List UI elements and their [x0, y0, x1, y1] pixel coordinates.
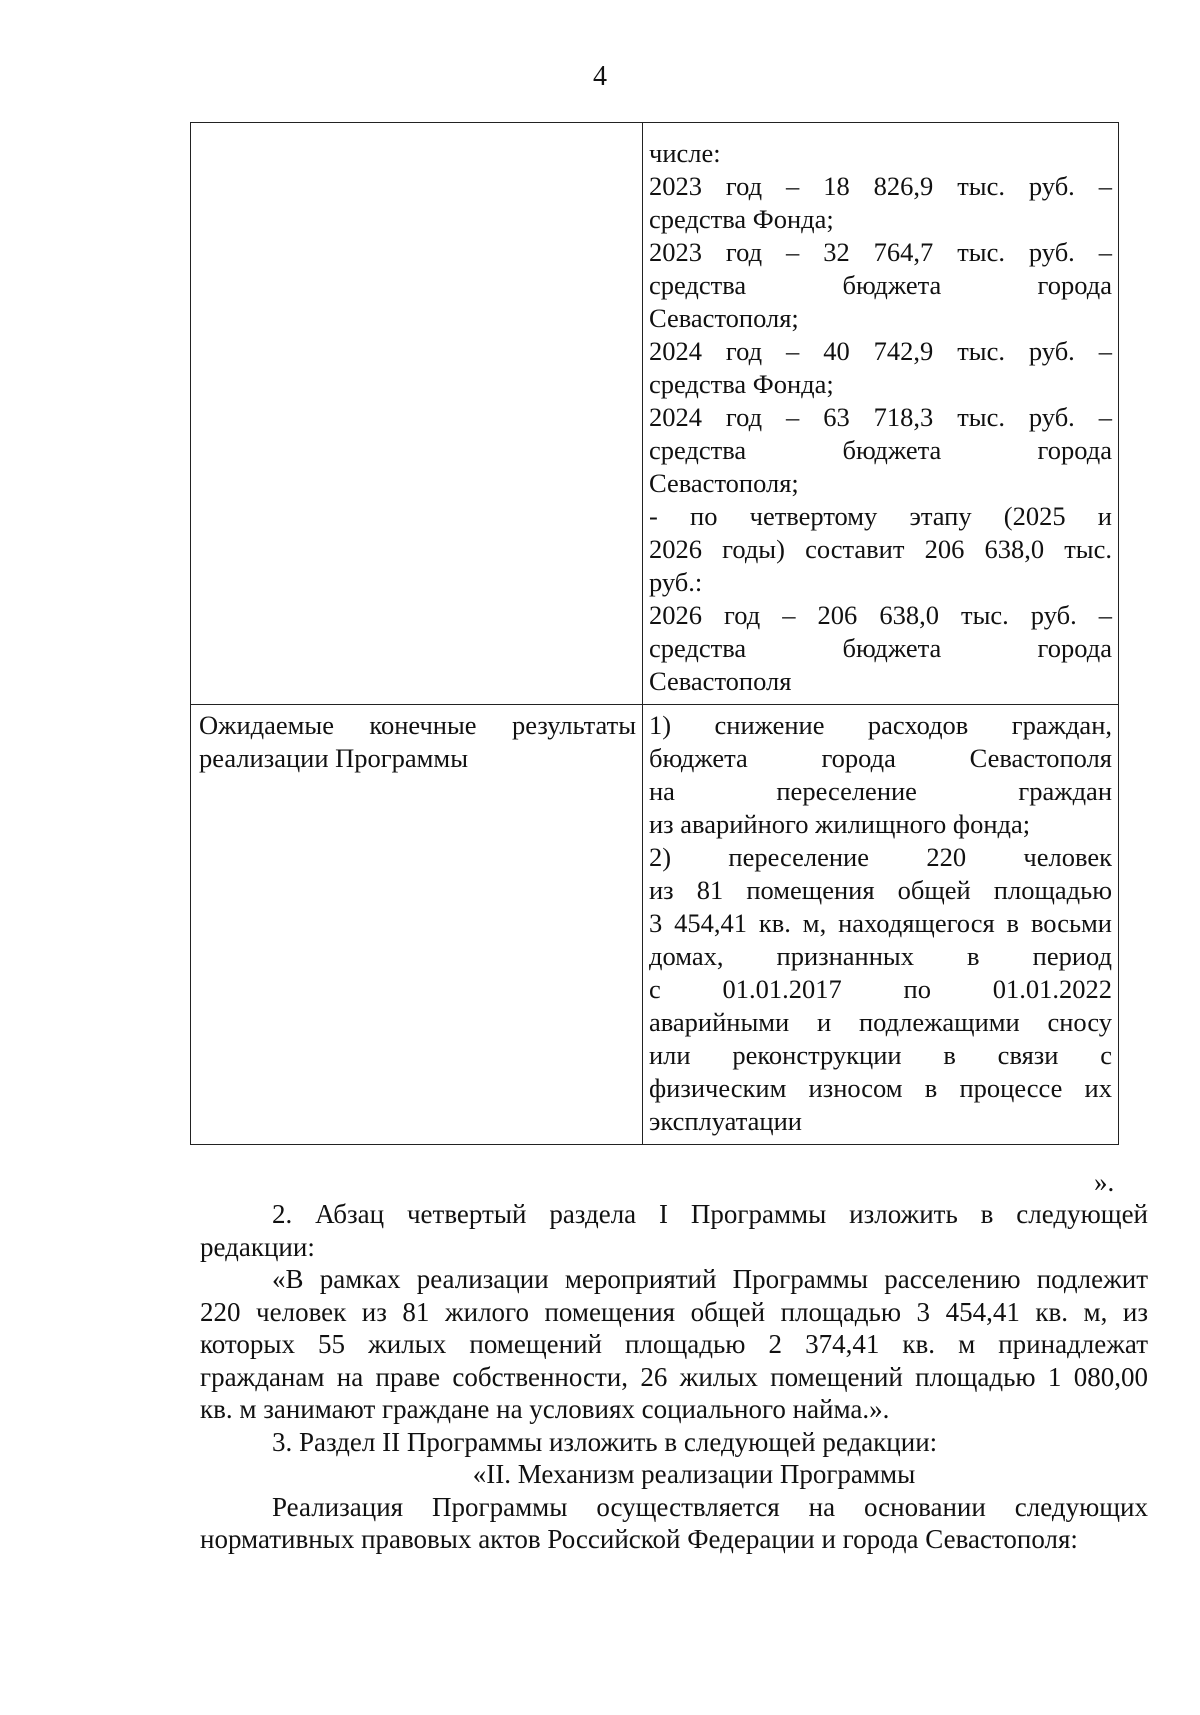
cell-line: Севастополя;: [649, 468, 799, 498]
cell-line: с 01.01.2017 по 01.01.2022: [649, 974, 1112, 1004]
cell-line: на переселение граждан: [649, 776, 1112, 806]
cell-line: Ожидаемые конечные результаты: [199, 710, 636, 740]
cell-line: 2) переселение 220 человек: [649, 842, 1112, 872]
paragraph-line: гражданам на праве собственности, 26 жилых помещений площадью 1 080,00: [200, 1361, 1148, 1392]
cell-line: 2024 год – 40 742,9 тыс. руб. –: [649, 336, 1112, 366]
cell-line: 2023 год – 32 764,7 тыс. руб. –: [649, 237, 1112, 267]
cell-line: бюджета города Севастополя: [649, 743, 1112, 773]
cell-line: руб.:: [649, 567, 703, 597]
table-cell-left: [191, 123, 643, 705]
funding-text: [643, 123, 1118, 704]
paragraph-line: которых 55 жилых помещений площадью 2 374,41 кв. м принадлежат: [200, 1329, 1148, 1359]
cell-line: средства бюджета города: [649, 270, 1112, 300]
cell-line: аварийными и подлежащими сносу: [649, 1007, 1112, 1037]
cell-line: из 81 помещения общей площадью: [649, 875, 1112, 905]
row-heading: [191, 705, 642, 781]
cell-line: или реконструкции в связи с: [649, 1040, 1112, 1070]
cell-line: физическим износом в процессе их: [649, 1073, 1112, 1103]
paragraph-line: 3. Раздел II Программы изложить в следующей редакции:: [272, 1426, 938, 1457]
results-text: [643, 705, 1118, 1144]
cell-line: Севастополя;: [649, 303, 799, 333]
paragraph-3: [200, 1426, 1148, 1459]
cell-line: - по четвертому этапу (2025 и: [649, 501, 1112, 531]
table-cell-left: [191, 705, 643, 1145]
cell-line: реализации Программы: [199, 743, 468, 773]
body-text: [200, 1198, 1148, 1556]
cell-line: числе:: [649, 138, 721, 168]
paragraph-line: Реализация Программы осуществляется на основании следующих: [272, 1491, 1148, 1522]
empty-cell: [191, 123, 642, 137]
table-row: [191, 123, 1119, 705]
cell-line: 2024 год – 63 718,3 тыс. руб. –: [649, 402, 1112, 432]
table-cell-right: [643, 123, 1119, 705]
cell-line: 2026 год – 206 638,0 тыс. руб. –: [649, 600, 1112, 630]
paragraph-4: [200, 1491, 1148, 1556]
cell-line: из аварийного жилищного фонда;: [649, 809, 1031, 839]
paragraph-line: 220 человек из 81 жилого помещения общей площадью 3 454,41 кв. м, из: [200, 1296, 1148, 1327]
paragraph-2: [200, 1198, 1148, 1263]
cell-line: домах, признанных в период: [649, 941, 1112, 971]
cell-line: эксплуатации: [649, 1106, 802, 1136]
cell-line: средства бюджета города: [649, 435, 1112, 465]
cell-line: 3 454,41 кв. м, находящегося в восьми: [649, 908, 1112, 938]
cell-line: 2026 годы) составит 206 638,0 тыс.: [649, 534, 1112, 564]
paragraph-line: нормативных правовых актов Российской Федерации и города Севастополя:: [200, 1524, 1078, 1554]
page-number: 4: [593, 61, 607, 92]
cell-line: средства бюджета города: [649, 633, 1112, 663]
section-heading: [200, 1458, 1148, 1491]
paragraph-line: «В рамках реализации мероприятий Программы расселению подлежит: [272, 1264, 1148, 1294]
paragraph-line: редакции:: [200, 1231, 315, 1262]
program-passport-table: [190, 122, 1119, 1145]
closing-quote: ».: [1094, 1167, 1115, 1197]
paragraph-line: кв. м занимают граждане на условиях социального найма.».: [200, 1394, 890, 1424]
table-cell-right: [643, 705, 1119, 1145]
cell-line: 1) снижение расходов граждан,: [649, 710, 1112, 740]
paragraph-line: 2. Абзац четвертый раздела I Программы изложить в следующей: [272, 1199, 1148, 1229]
section-heading-line: «II. Механизм реализации Программы: [472, 1459, 916, 1489]
cell-line: средства Фонда;: [649, 369, 834, 399]
cell-line: Севастополя: [649, 666, 792, 696]
quoted-paragraph: [200, 1263, 1148, 1426]
cell-line: 2023 год – 18 826,9 тыс. руб. –: [649, 171, 1112, 201]
cell-line: средства Фонда;: [649, 204, 834, 234]
table-row: [191, 705, 1119, 1145]
